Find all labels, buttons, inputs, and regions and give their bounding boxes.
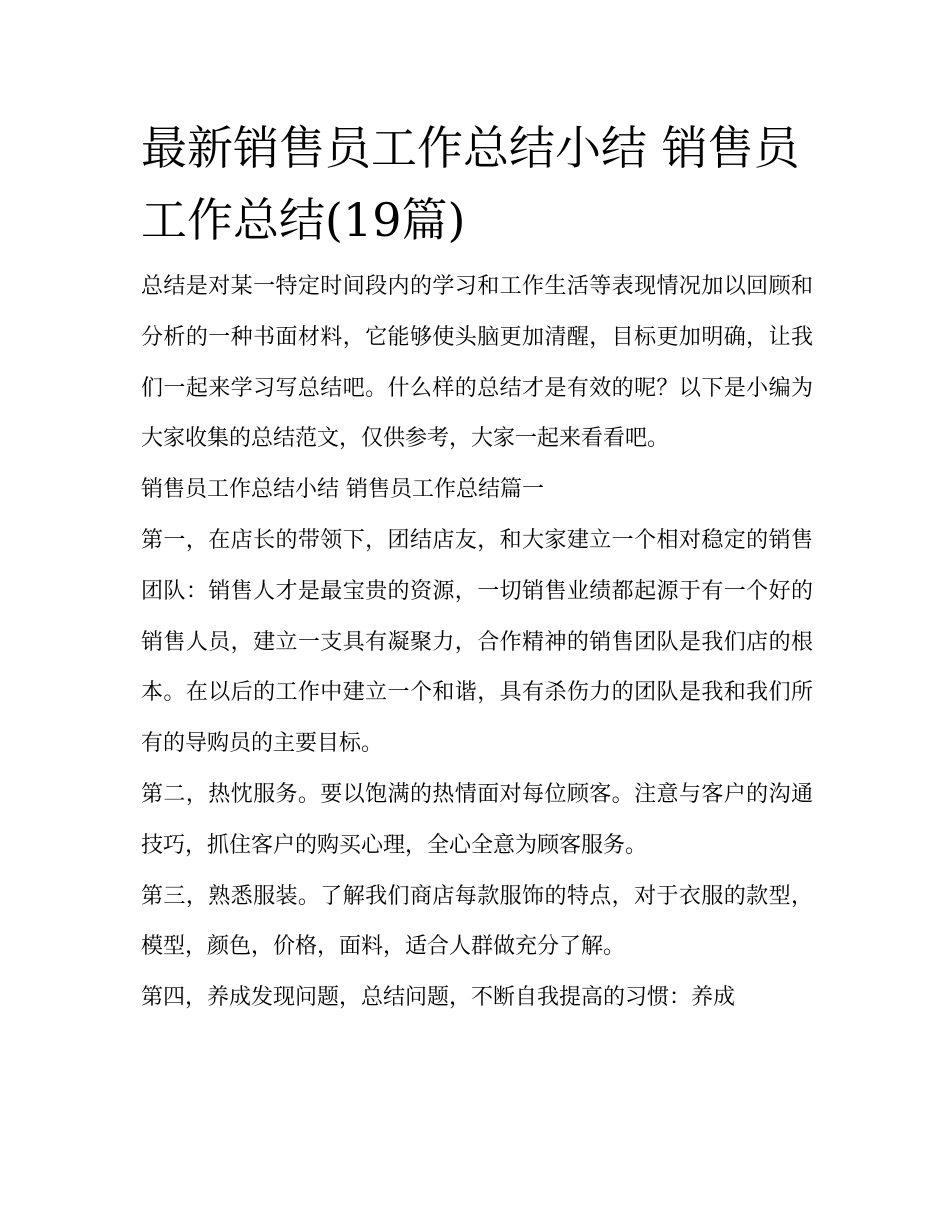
document-title: 最新销售员工作总结小结 销售员工作总结(19篇) <box>141 121 800 247</box>
point-one-paragraph: 第一，在店长的带领下，团结店友，和大家建立一个相对稳定的销售团队：销售人才是最宝贵的资源，一切销售业绩都起源于有一个好的销售人员，建立一支具有凝聚力，合作精神的销售团队是我们店的根本。在以后的工作中建立一个和谐，具有杀伤力的团队是我和我们所有的导购员的主要目标。 <box>141 527 813 757</box>
section-heading: 销售员工作总结小结 销售员工作总结篇一 <box>141 477 544 503</box>
point-four-paragraph: 第四，养成发现问题，总结问题，不断自我提高的习惯：养成 <box>141 985 736 1011</box>
point-two-paragraph: 第二，热忱服务。要以饱满的热情面对每位顾客。注意与客户的沟通技巧，抓住客户的购买心理，全心全意为顾客服务。 <box>141 781 813 858</box>
intro-paragraph: 总结是对某一特定时间段内的学习和工作生活等表现情况加以回顾和分析的一种书面材料，它能够使头脑更加清醒，目标更加明确，让我们一起来学习写总结吧。什么样的总结才是有效的呢？以下是小编为大家收集的总结范文，仅供参考，大家一起来看看吧。 <box>141 274 813 452</box>
document-body <box>141 112 813 1024</box>
point-three-paragraph: 第三，熟悉服装。了解我们商店每款服饰的特点，对于衣服的款型，模型，颜色，价格，面料，适合人群做充分了解。 <box>141 883 813 960</box>
